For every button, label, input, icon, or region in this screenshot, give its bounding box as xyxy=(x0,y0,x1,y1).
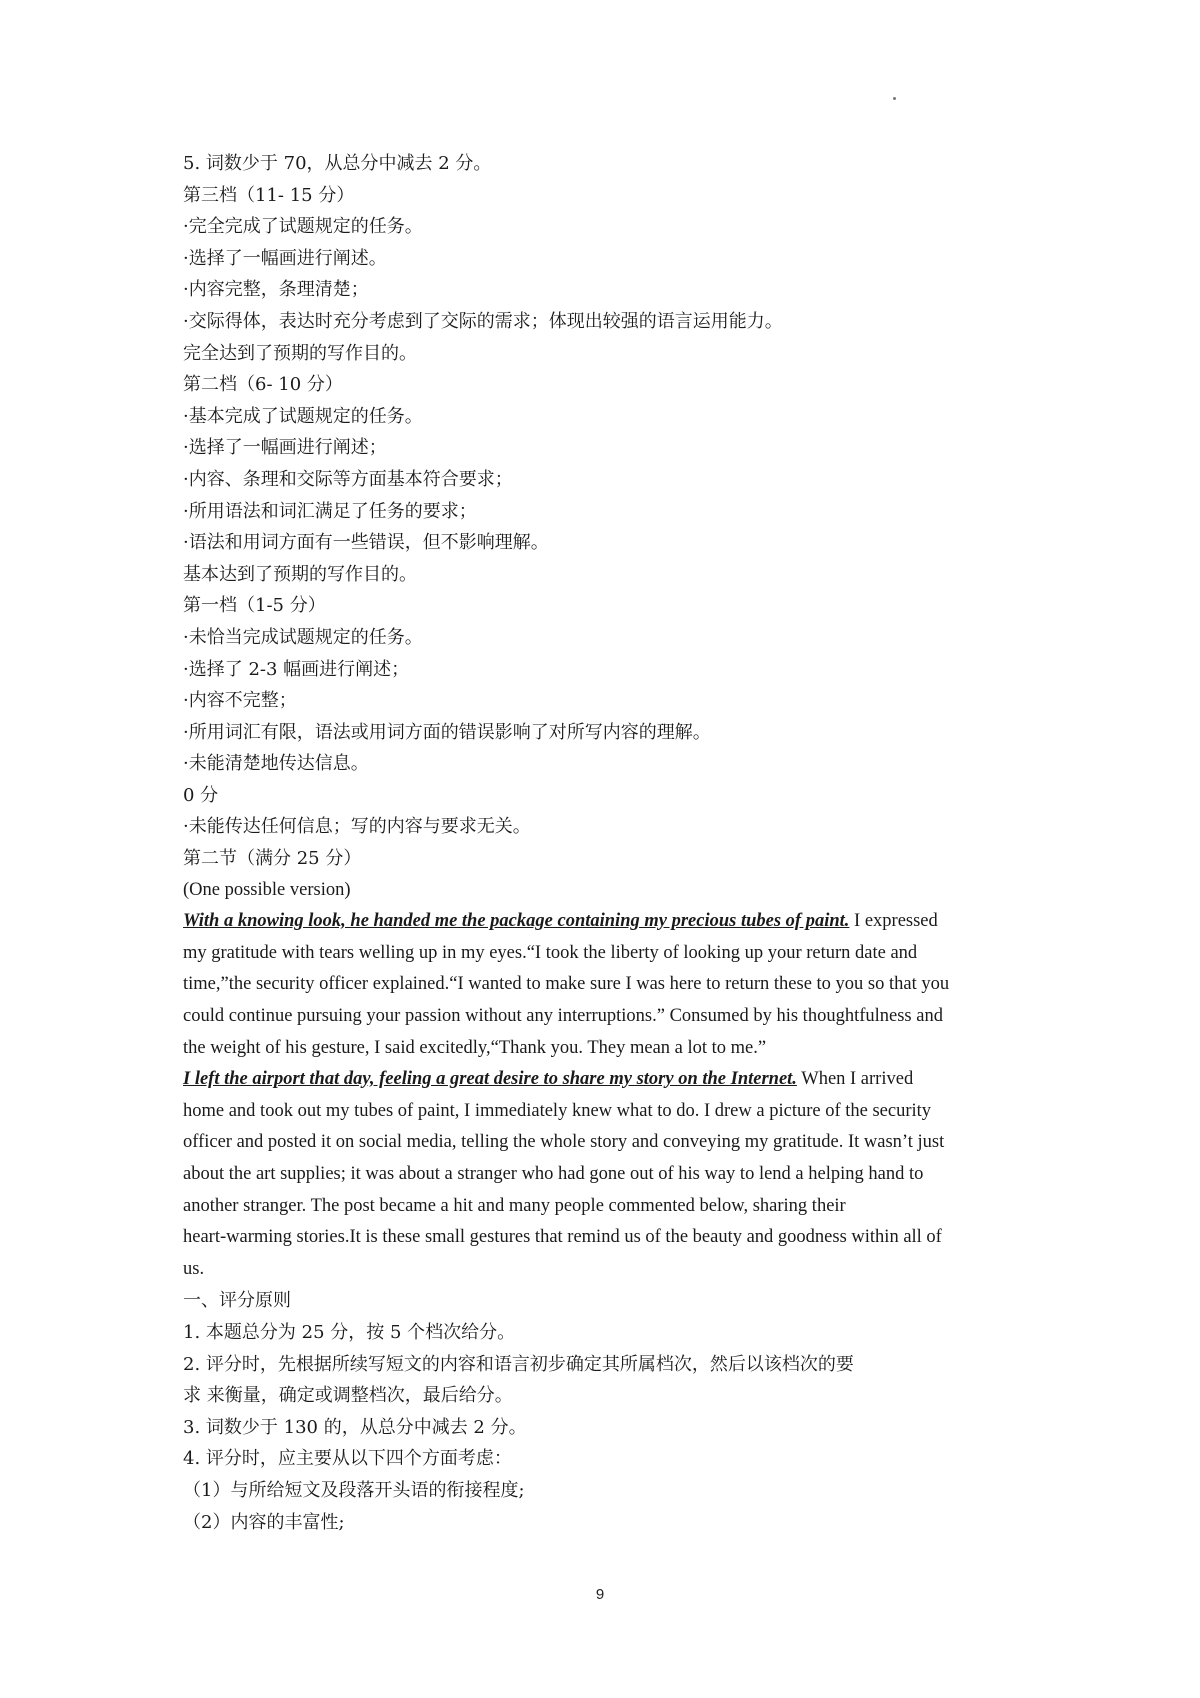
section-b-title: 第二节（满分 25 分） xyxy=(183,848,362,870)
essay-line xyxy=(183,906,1023,938)
version-label: (One possible version) xyxy=(183,879,351,900)
tier2-item: ·基本完成了试题规定的任务。 xyxy=(183,405,423,427)
tier3-item: ·完全完成了试题规定的任务。 xyxy=(183,216,423,238)
tier2-item: ·所用语法和词汇满足了任务的要求； xyxy=(183,500,477,522)
tier1-item: ·内容不完整； xyxy=(183,690,297,712)
tier1-title: 第一档（1-5 分） xyxy=(183,595,326,617)
tier3-title: 第三档（11- 15 分） xyxy=(183,184,355,206)
essay-line: home and took out my tubes of paint, I immediately knew what to do. I drew a picture of the security xyxy=(183,1100,932,1121)
grading-title: 一、评分原则 xyxy=(183,1290,291,1312)
tier2-item: ·内容、条理和交际等方面基本符合要求； xyxy=(183,468,513,490)
tier2-item: ·语法和用词方面有一些错误，但不影响理解。 xyxy=(183,532,549,554)
essay-line: about the art supplies; it was about a stranger who had gone out of his way to lend a helping hand to xyxy=(183,1164,924,1184)
paragraph1-text: I expressed xyxy=(849,911,938,932)
grading-line: 2. 评分时，先根据所续写短文的内容和语言初步确定其所属档次，然后以该档次的要 xyxy=(183,1353,854,1375)
tier1-item: ·未恰当完成试题规定的任务。 xyxy=(183,626,423,648)
essay-line: could continue pursuing your passion without any interruptions.” Consumed by his thoughtfulness and xyxy=(183,1006,943,1027)
tier3-item: ·交际得体，表达时充分考虑到了交际的需求；体现出较强的语言运用能力。 xyxy=(183,310,783,332)
grading-line: 4. 评分时，应主要从以下四个方面考虑： xyxy=(183,1448,512,1470)
tier1-item: ·选择了 2-3 幅画进行阐述； xyxy=(183,658,410,680)
grading-sub-item: （1）与所给短文及段落开头语的衔接程度; xyxy=(183,1479,525,1501)
grading-line: 求 来衡量，确定或调整档次，最后给分。 xyxy=(183,1385,513,1407)
tier3-item: ·选择了一幅画进行阐述。 xyxy=(183,247,387,269)
essay-line: another stranger. The post became a hit and many people commented below, sharing their xyxy=(183,1195,846,1216)
essay-line: time,”the security officer explained.“I wanted to make sure I was here to return these to you so that you xyxy=(183,974,950,995)
essay-line: my gratitude with tears welling up in my eyes.“I took the liberty of looking up your return date and xyxy=(183,942,918,963)
grading-line: 3. 词数少于 130 的，从总分中减去 2 分。 xyxy=(183,1416,527,1438)
page-content xyxy=(183,148,1023,1538)
tier0-item: ·未能传达任何信息；写的内容与要求无关。 xyxy=(183,816,531,838)
paragraph2-text: When I arrived xyxy=(796,1069,914,1090)
essay-line: us. xyxy=(183,1258,205,1279)
tier2-item: ·选择了一幅画进行阐述； xyxy=(183,437,387,459)
grading-line: 1. 本题总分为 25 分，按 5 个档次给分。 xyxy=(183,1321,516,1343)
essay-line: heart-warming stories.It is these small gestures that remind us of the beauty and goodness within all of xyxy=(183,1227,942,1248)
tier2-note: 基本达到了预期的写作目的。 xyxy=(183,563,417,585)
essay-line xyxy=(183,1064,1023,1096)
tier0-title: 0 分 xyxy=(183,784,219,806)
rule-word-count: 5. 词数少于 70，从总分中减去 2 分。 xyxy=(183,153,492,174)
tier1-item: ·未能清楚地传达信息。 xyxy=(183,753,369,775)
essay-line: the weight of his gesture, I said excitedly,“Thank you. They mean a lot to me.” xyxy=(183,1037,767,1058)
tier2-title: 第二档（6- 10 分） xyxy=(183,374,343,396)
paragraph1-opening: With a knowing look, he handed me the package containing my precious tubes of paint. xyxy=(183,911,850,932)
grading-sub-item: （2）内容的丰富性; xyxy=(183,1511,345,1533)
scan-speck xyxy=(893,97,896,100)
tier3-note: 完全达到了预期的写作目的。 xyxy=(183,342,417,364)
tier1-item: ·所用词汇有限，语法或用词方面的错误影响了对所写内容的理解。 xyxy=(183,721,711,743)
page-number: 9 xyxy=(595,1586,605,1603)
paragraph2-opening: I left the airport that day, feeling a great desire to share my story on the Internet. xyxy=(183,1069,797,1090)
essay-line: officer and posted it on social media, telling the whole story and conveying my gratitude. It wasn’t just xyxy=(183,1132,945,1153)
tier3-item: ·内容完整，条理清楚； xyxy=(183,279,369,301)
